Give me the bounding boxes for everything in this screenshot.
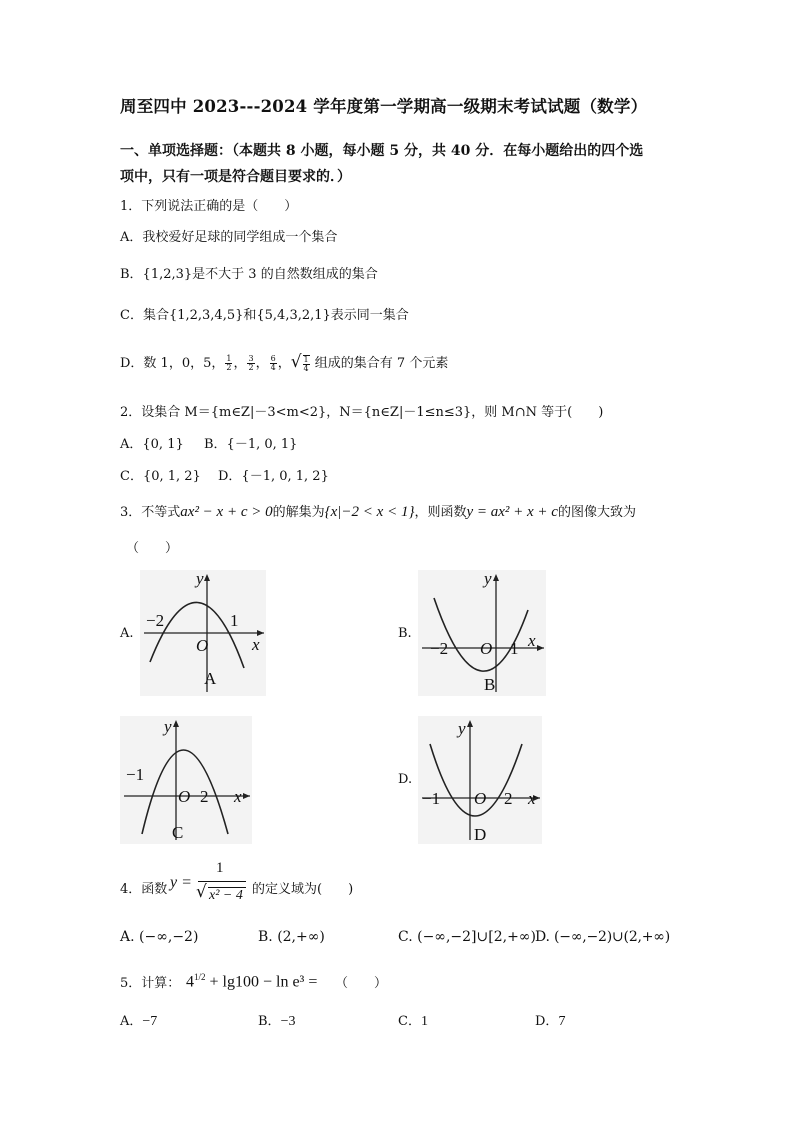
graph-b-origin: O — [480, 639, 493, 658]
q4-option-d: D. (−∞,−2)∪(2,+∞) — [535, 929, 671, 945]
q3-answer-paren: （ ） — [126, 541, 179, 556]
graph-d-root-right: 2 — [504, 789, 513, 808]
section-header-line1: 一、单项选择题：（本题共 8 小题，每小题 5 分，共 40 分．在每小题给出的四个选 — [120, 143, 644, 159]
q2-stem: 2．设集合 M＝{m∈Z|－3<m<2}，N＝{n∈Z|－1≤n≤3}，则 M∩N 等于( ) — [120, 405, 604, 420]
q4-option-c: C. (−∞,−2]∪[2,+∞) — [398, 929, 536, 945]
q2-option-a: A．{0, 1} — [120, 437, 184, 452]
q3-stem-a: 3．不等式 — [120, 505, 181, 520]
graph-a-x-label: x — [252, 635, 260, 654]
q5-option-b: B．−3 — [258, 1014, 296, 1029]
graph-d-x-label: x — [528, 789, 536, 808]
graph-d-origin: O — [474, 789, 487, 808]
q4-numerator: 1 — [216, 860, 224, 876]
graph-a-root-left: −2 — [146, 611, 165, 630]
q5-answer-paren: （ ） — [335, 976, 388, 991]
graph-c-root-left: −1 — [126, 765, 145, 784]
q4-sqrt-sign: √ — [196, 882, 207, 902]
graph-a-root-right: 1 — [230, 611, 239, 630]
graph-b-caption: B — [484, 675, 496, 694]
q3-solution-set: {x|−2 < x < 1} — [324, 504, 415, 520]
q4-y-equals: y = — [170, 874, 192, 891]
q4-stem-a: 4．函数 — [120, 882, 168, 897]
graph-c-origin: O — [178, 787, 191, 806]
q3-inequality: ax² − x + c > 0 — [180, 504, 273, 520]
graph-c-x-label: x — [234, 787, 242, 806]
graph-c-caption: C — [172, 823, 184, 842]
q1-frac-3: $\frac{6}{4}$ — [270, 354, 276, 372]
q3-graph-a — [140, 570, 266, 696]
q5-expression — [186, 972, 317, 991]
graph-d-y-label: y — [458, 719, 466, 738]
q3-option-b-label: B. — [398, 626, 412, 641]
q1-option-c: C．集合{1,2,3,4,5}和{5,4,3,2,1}表示同一集合 — [120, 308, 409, 323]
graph-b-root-right: 1 — [510, 639, 519, 658]
graph-a-origin: O — [196, 636, 209, 655]
graph-d-caption: D — [474, 825, 487, 844]
q4-denominator: x² − 4 — [209, 888, 243, 903]
q5-option-d: D．7 — [535, 1014, 566, 1029]
q4-option-b: B. (2,+∞) — [258, 929, 325, 945]
q1-stem: 1．下列说法正确的是（ ） — [120, 199, 298, 214]
q2-option-c: C．{0, 1, 2} — [120, 469, 201, 484]
q1-d-suffix: 组成的集合有 7 个元素 — [314, 356, 449, 371]
graph-b-y-label: y — [484, 570, 492, 588]
q3-graph-b — [418, 570, 546, 696]
q1-option-b: B．{1,2,3}是不大于 3 的自然数组成的集合 — [120, 267, 378, 282]
q1-option-d: D．数 1，0，5， $\frac{1}{2}$ ， $\frac{3}{2}$ ， $\frac{6}{4}$ ，√ $\frac{1}{4}$ 组成的集合有 7 个元素 — [120, 352, 449, 373]
graph-d-root-left: −1 — [422, 789, 441, 808]
graph-a-caption: A — [204, 669, 217, 688]
q5-option-c: C．1 — [398, 1014, 428, 1029]
graph-c-y-label: y — [164, 717, 172, 736]
q1-sqrt: √ — [290, 352, 302, 372]
q3-function: y = ax² + x + c — [466, 504, 558, 520]
q1-frac-2: $\frac{3}{2}$ — [248, 354, 254, 372]
q3-graph-d — [418, 716, 542, 844]
graph-b-x-label: x — [528, 631, 536, 650]
q3-stem-d: 的图像大致为 — [557, 505, 636, 520]
q3-option-d-label: D. — [398, 772, 413, 787]
exam-title: 周至四中 2023---2024 学年度第一学期高一级期末考试试题（数学） — [120, 97, 648, 116]
q3-graph-c — [120, 716, 252, 844]
q5-stem: 5．计算： — [120, 976, 181, 991]
q1-option-a: A．我校爱好足球的同学组成一个集合 — [120, 230, 338, 245]
q3-stem-b: 的解集为 — [272, 505, 325, 520]
q1-frac-1: $\frac{1}{2}$ — [226, 354, 232, 372]
q3-stem-c: ，则函数 — [414, 505, 467, 520]
q1-d-prefix: D．数 1，0，5， — [120, 356, 225, 371]
q1-frac-4: $\frac{1}{4}$ — [303, 354, 309, 373]
q2-option-b: B．{－1, 0, 1} — [204, 437, 298, 452]
q5-exponent: 1/2 — [194, 972, 206, 982]
graph-a-y-label: y — [196, 570, 204, 588]
q3-stem — [120, 501, 636, 521]
q3-option-a-label: A. — [120, 626, 134, 641]
q4-option-a: A. (−∞,−2) — [120, 929, 199, 945]
q2-option-d: D．{－1, 0, 1, 2} — [218, 469, 329, 484]
q4-stem-b: 的定义域为( ) — [252, 882, 354, 897]
graph-c-root-right: 2 — [200, 787, 209, 806]
q5-expression-rest: + lg100 − ln e³ = — [209, 973, 318, 991]
graph-b-root-left: −2 — [430, 639, 449, 658]
section-header-line2: 项中，只有一项是符合题目要求的．） — [120, 169, 351, 185]
q5-option-a: A．−7 — [120, 1014, 158, 1029]
q5-base: 4 — [186, 973, 194, 991]
